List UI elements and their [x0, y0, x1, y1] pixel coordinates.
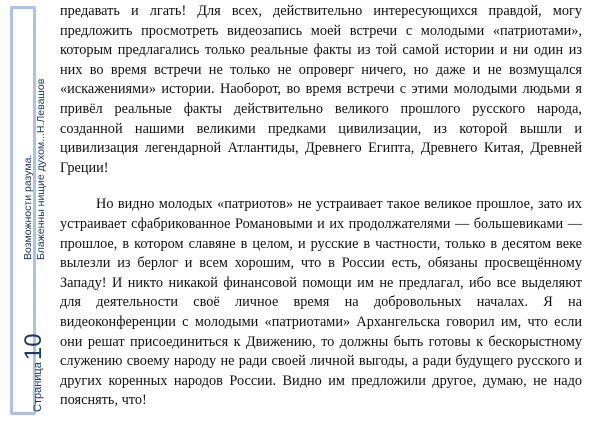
page-label: Страница — [32, 362, 44, 412]
page-sidebar — [0, 0, 50, 423]
page-content — [60, 2, 582, 411]
page-number-block — [20, 333, 47, 412]
paragraph: Но видно молодых «патриотов» не устраивает такое великое прошлое, зато их устраивает сфабрикованное Романовыми и их продолжателями — большевиками — прошлое, в котором славяне в целом, и русские в частности, только в десятом веке вылезли из берлог и всем хорошим, что в России есть, обязаны просвещённому Западу! И никто никакой финансовой помощи им не предлагал, ибо все выделяют для деятельности своё личное время на добровольных началах. Я на видеоконференции с молодыми «патриотами» Архангельска говорил им, что если они решат присоединиться к Движению, то должны быть готовы к бескорыстному служению своему народу не ради своей личной выгоды, а ради будущего русского и других коренных народов России. Видно им предложили другое, думаю, не надо пояснять, что! — [60, 196, 582, 409]
running-header-subtitle: Блаженны нищие духом...Н.Левашов — [35, 78, 47, 260]
running-header-title: Возможности разума. — [22, 154, 34, 260]
page-number: 10 — [20, 333, 47, 361]
running-header — [22, 79, 48, 260]
paragraph: предавать и лгать! Для всех, действительно интересующихся правдой, могу предложить просмотреть видеозапись моей встречи с молодыми «патриотами», которым предлагались только реальные факты из той самой истории и ни один из них во время встречи не только не опроверг ничего, но даже и не возмущался «искажениями» истории. Наоборот, во время встречи с этими молодыми людьми я привёл реальные факты действительно великого прошлого русского народа, созданной нашими великими предками цивилизации, из которой вышли и цивилизация легендарной Атлантиды, Древнего Египта, Древнего Китая, Древней Греции! — [60, 3, 582, 176]
